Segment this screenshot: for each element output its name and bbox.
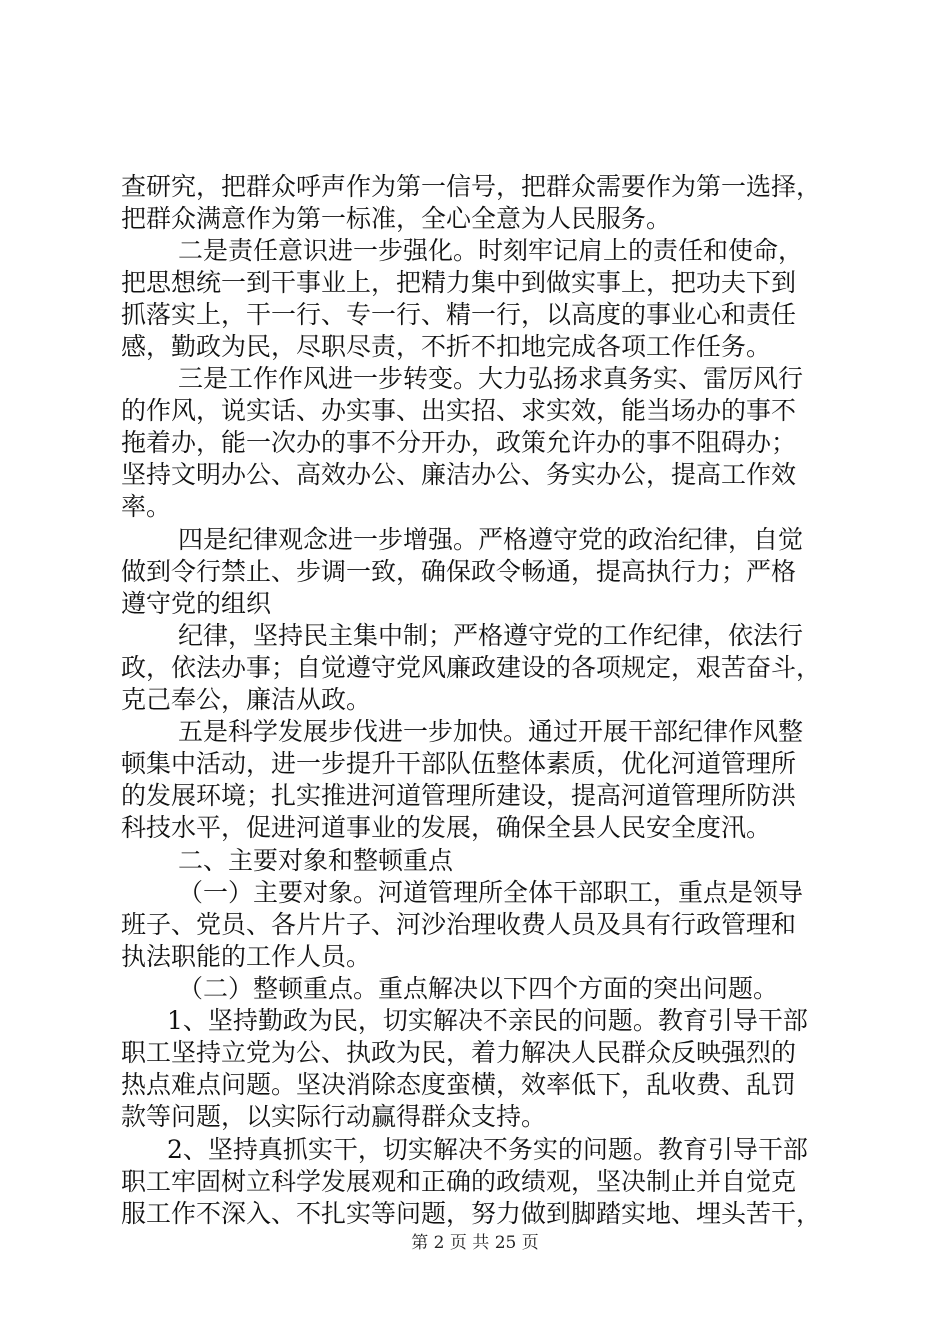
text-line: 款等问题，以实际行动赢得群众支持。 — [121, 1102, 547, 1131]
text-line: （二）整顿重点。重点解决以下四个方面的突出问题。 — [178, 974, 779, 1003]
text-line: 拖着办，能一次办的事不分开办，政策允许办的事不阻碍办； — [121, 428, 797, 457]
text-line: 率。 — [121, 492, 172, 521]
text-line: 的作风，说实话、办实事、出实招、求实效，能当场办的事不 — [121, 396, 797, 425]
text-line: 科技水平，促进河道事业的发展，确保全县人民安全度汛。 — [121, 813, 772, 842]
text-line: 职工牢固树立科学发展观和正确的政绩观，坚决制止并自觉克 — [121, 1167, 797, 1196]
text-line: 克己奉公，廉洁从政。 — [121, 685, 372, 714]
text-line: 班子、党员、各片片子、河沙治理收费人员及具有行政管理和 — [121, 910, 797, 939]
text-line: 感，勤政为民，尽职尽责，不折不扣地完成各项工作任务。 — [121, 332, 772, 361]
text-line: 坚持文明办公、高效办公、廉洁办公、务实办公，提高工作效 — [121, 460, 797, 489]
text-line: 抓落实上，干一行、专一行、精一行，以高度的事业心和责任 — [121, 300, 797, 329]
text-line: 遵守党的组织 — [121, 589, 272, 618]
text-line: 职工坚持立党为公、执政为民，着力解决人民群众反映强烈的 — [121, 1038, 797, 1067]
text-line: （一）主要对象。河道管理所全体干部职工，重点是领导 — [178, 878, 804, 907]
text-line: 纪律，坚持民主集中制；严格遵守党的工作纪律，依法行 — [178, 621, 804, 650]
text-line: 做到令行禁止、步调一致，确保政令畅通，提高执行力；严格 — [121, 557, 797, 586]
text-line: 查研究，把群众呼声作为第一信号，把群众需要作为第一选择， — [121, 172, 822, 201]
text-line: 服工作不深入、不扎实等问题，努力做到脚踏实地、埋头苦干， — [121, 1199, 822, 1228]
text-line: 执法职能的工作人员。 — [121, 942, 372, 971]
text-line: 2、坚持真抓实干，切实解决不务实的问题。教育引导干部 — [167, 1135, 808, 1164]
text-line: 热点难点问题。坚决消除态度蛮横，效率低下，乱收费、乱罚 — [121, 1070, 797, 1099]
text-line: 把群众满意作为第一标准，全心全意为人民服务。 — [121, 204, 672, 233]
text-line: 1、坚持勤政为民，切实解决不亲民的问题。教育引导干部 — [167, 1006, 808, 1035]
section-heading: 二、主要对象和整顿重点 — [178, 846, 454, 875]
text-line: 二是责任意识进一步强化。时刻牢记肩上的责任和使命， — [178, 236, 804, 265]
text-line: 的发展环境；扎实推进河道管理所建设，提高河道管理所防洪 — [121, 781, 797, 810]
text-line: 四是纪律观念进一步增强。严格遵守党的政治纪律，自觉 — [178, 525, 804, 554]
page-number-footer: 第 2 页 共 25 页 — [411, 1233, 539, 1253]
text-line: 三是工作作风进一步转变。大力弘扬求真务实、雷厉风行 — [178, 364, 804, 393]
text-line: 顿集中活动，进一步提升干部队伍整体素质，优化河道管理所 — [121, 749, 797, 778]
text-line: 五是科学发展步伐进一步加快。通过开展干部纪律作风整 — [178, 717, 804, 746]
text-line: 把思想统一到干事业上，把精力集中到做实事上，把功夫下到 — [121, 268, 797, 297]
text-line: 政，依法办事；自觉遵守党风廉政建设的各项规定，艰苦奋斗， — [121, 653, 822, 682]
